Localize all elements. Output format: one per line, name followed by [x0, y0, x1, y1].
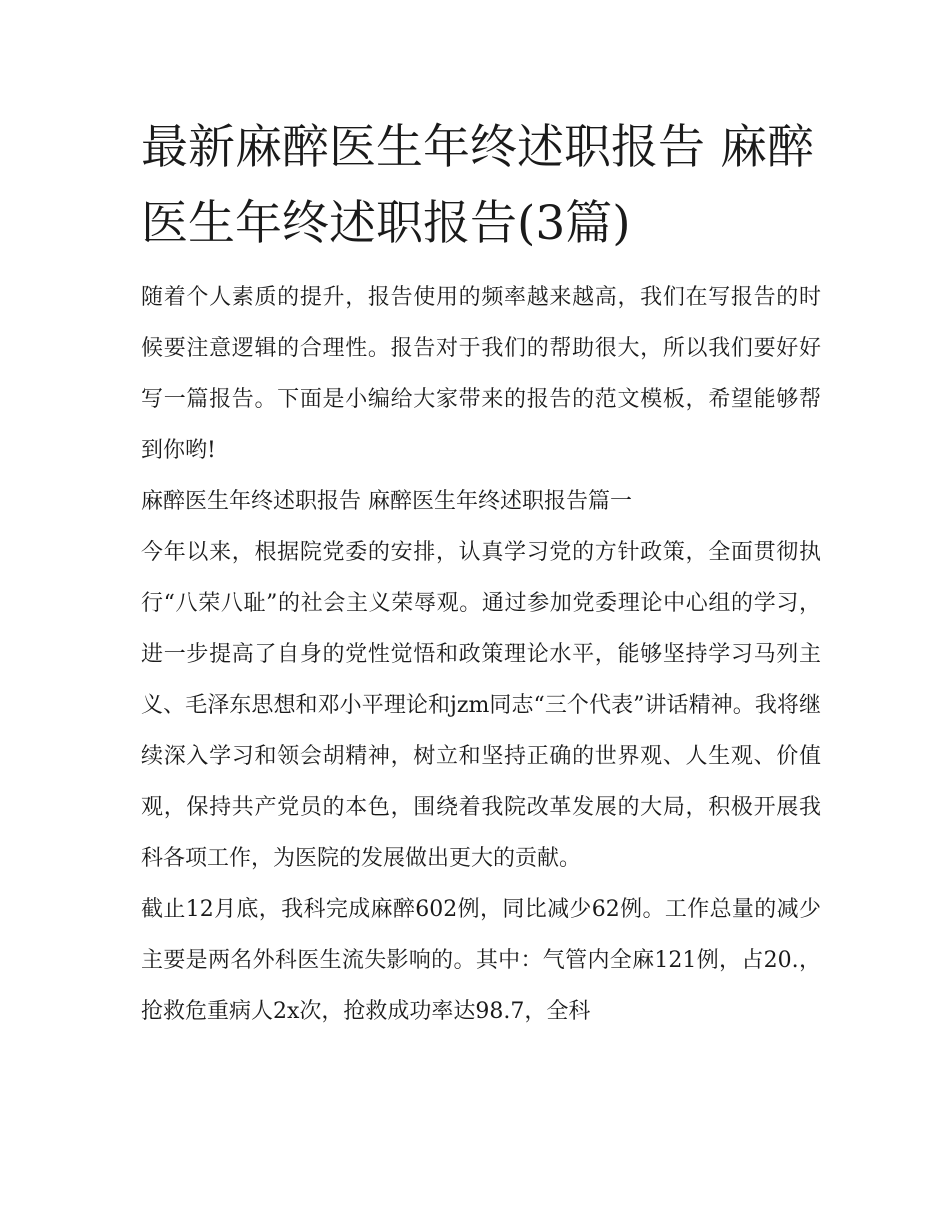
body-paragraph-1: 今年以来，根据院党委的安排，认真学习党的方针政策，全面贯彻执行“八荣八耻”的社会主义荣辱观。通过参加党委理论中心组的学习，进一步提高了自身的党性觉悟和政策理论水平，能够坚持学习马列主义、毛泽东思想和邓小平理论和jzm同志“三个代表”讲话精神。我将继续深入学习和领会胡精神，树立和坚持正确的世界观、人生观、价值观，保持共产党员的本色，围绕着我院改革发展的大局，积极开展我科各项工作，为医院的发展做出更大的贡献。	[141, 540, 821, 871]
document-title: 最新麻醉医生年终述职报告 麻醉医生年终述职报告(3篇)	[141, 120, 814, 251]
document-page	[141, 110, 821, 1037]
section-heading: 麻醉医生年终述职报告 麻醉医生年终述职报告篇一	[141, 489, 632, 514]
body-paragraph-2: 截止12月底，我科完成麻醉602例，同比减少62例。工作总量的减少主要是两名外科医生流失影响的。其中：气管内全麻121例，占20.，抢救危重病人2x次，抢救成功率达98.7，全科	[141, 897, 821, 1024]
intro-paragraph: 随着个人素质的提升，报告使用的频率越来越高，我们在写报告的时候要注意逻辑的合理性。报告对于我们的帮助很大，所以我们要好好写一篇报告。下面是小编给大家带来的报告的范文模板，希望能够帮到你哟!	[141, 285, 821, 463]
